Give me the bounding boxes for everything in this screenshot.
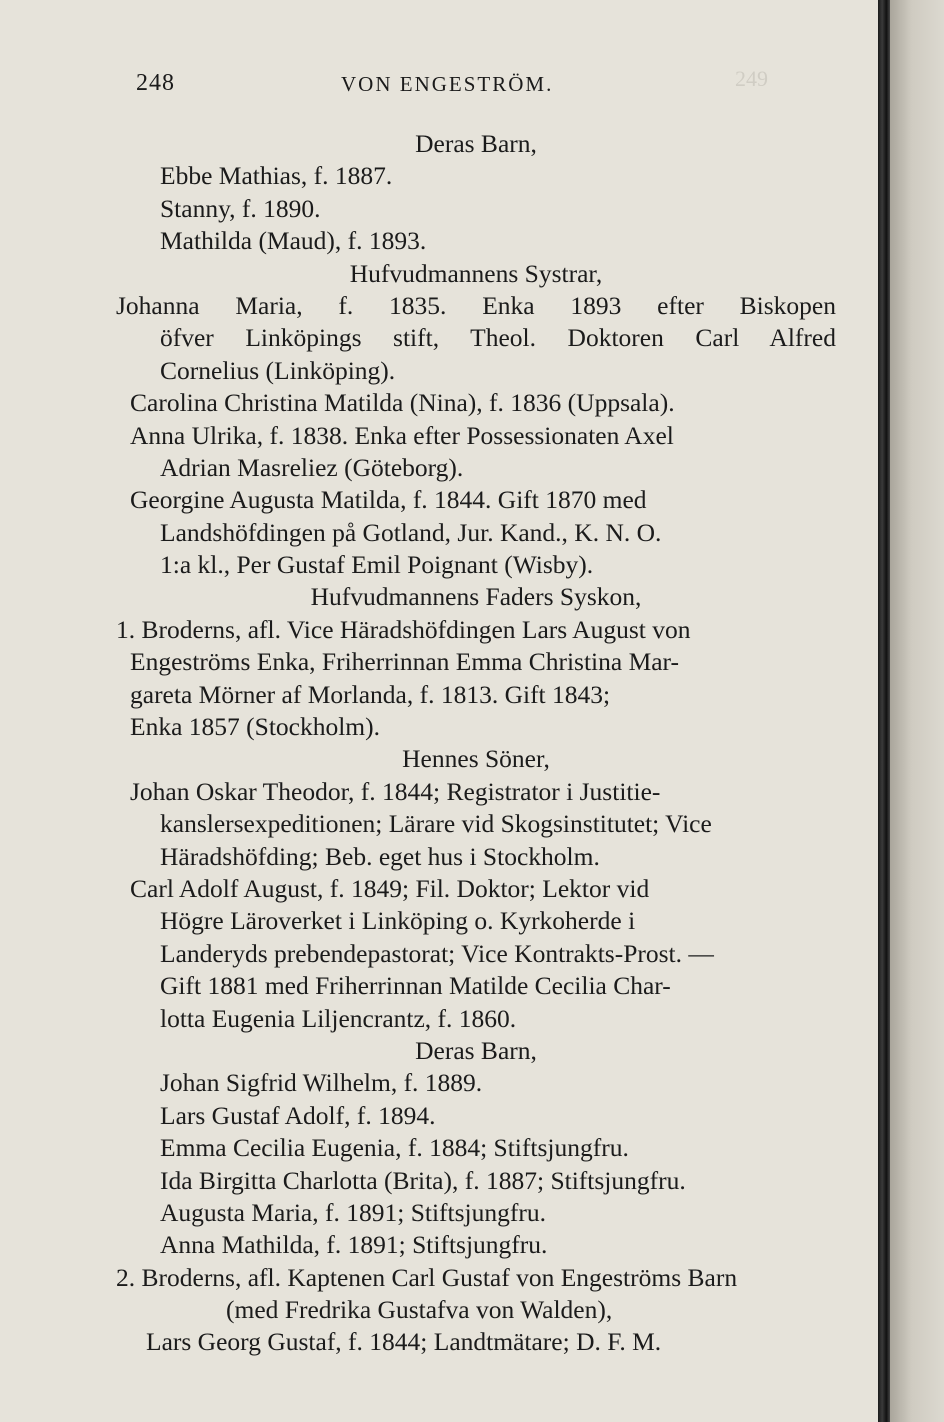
entry-line: Mathilda (Maud), f. 1893. xyxy=(160,226,427,256)
entry-line: Georgine Augusta Matilda, f. 1844. Gift 1870 med xyxy=(130,485,647,515)
entry-line: 1:a kl., Per Gustaf Emil Poignant (Wisby). xyxy=(160,550,594,580)
entry-line: Anna Mathilda, f. 1891; Stiftsjungfru. xyxy=(160,1230,548,1260)
page-number: 248 xyxy=(136,70,175,96)
entry-line: Emma Cecilia Eugenia, f. 1884; Stiftsjungfru. xyxy=(160,1133,629,1163)
entry-line: Cornelius (Linköping). xyxy=(160,355,396,385)
entry-line: Häradshöfding; Beb. eget hus i Stockholm. xyxy=(160,841,600,871)
entry-line: kanslersexpeditionen; Lärare vid Skogsinstitutet; Vice xyxy=(160,809,712,839)
entry-line: Lars Georg Gustaf, f. 1844; Landtmätare; D. F. M. xyxy=(146,1327,662,1357)
page-edge xyxy=(890,0,944,1422)
page-body xyxy=(116,128,836,1359)
entry-line: Högre Läroverket i Linköping o. Kyrkoherde i xyxy=(160,906,636,936)
entry-line: Stanny, f. 1890. xyxy=(160,193,321,223)
bleed-through-page-number: 249 xyxy=(735,66,768,91)
entry-line: Landshöfdingen på Gotland, Jur. Kand., K. N. O. xyxy=(160,517,662,547)
book-spine-shadow xyxy=(878,0,890,1422)
entry-line: Carl Adolf August, f. 1849; Fil. Doktor; Lektor vid xyxy=(130,873,650,903)
entry-line: Johanna Maria, f. 1835. Enka 1893 efter Biskopen xyxy=(116,290,836,320)
entry-line: 1. Broderns, afl. Vice Häradshöfdingen Lars August von xyxy=(116,614,691,644)
entry-line: Ebbe Mathias, f. 1887. xyxy=(160,161,393,191)
entry-line: 2. Broderns, afl. Kaptenen Carl Gustaf von Engeströms Barn xyxy=(116,1262,738,1292)
subheading-children: Deras Barn, xyxy=(415,129,537,158)
entry-line: Johan Sigfrid Wilhelm, f. 1889. xyxy=(160,1068,483,1098)
entry-line: gareta Mörner af Morlanda, f. 1813. Gift 1843; xyxy=(130,679,611,709)
subheading-children-2: Deras Barn, xyxy=(415,1035,537,1065)
entry-line: Augusta Maria, f. 1891; Stiftsjungfru. xyxy=(160,1197,546,1227)
entry-line: (med Fredrika Gustafva von Walden), xyxy=(226,1295,613,1325)
entry-line: öfver Linköpings stift, Theol. Doktoren Carl Alfred xyxy=(160,323,836,353)
running-title: VON ENGESTRÖM. xyxy=(341,72,554,96)
subheading-sons: Hennes Söner, xyxy=(402,744,550,774)
page-header xyxy=(136,70,836,104)
entry-line: Landeryds prebendepastorat; Vice Kontrakts-Prost. — xyxy=(160,938,714,968)
subheading-sisters: Hufvudmannens Systrar, xyxy=(349,258,603,288)
entry-line: Johan Oskar Theodor, f. 1844; Registrator i Justitie- xyxy=(130,776,661,806)
entry-line: Enka 1857 (Stockholm). xyxy=(130,712,381,742)
entry-line: lotta Eugenia Liljencrantz, f. 1860. xyxy=(160,1003,517,1033)
entry-line: Lars Gustaf Adolf, f. 1894. xyxy=(160,1100,436,1130)
entry-line: Anna Ulrika, f. 1838. Enka efter Possessionaten Axel xyxy=(130,420,674,450)
subheading-father-siblings: Hufvudmannens Faders Syskon, xyxy=(310,582,642,612)
entry-line: Adrian Masreliez (Göteborg). xyxy=(160,452,464,482)
entry-line: Engeströms Enka, Friherrinnan Emma Christina Mar- xyxy=(130,647,680,677)
entry-line: Carolina Christina Matilda (Nina), f. 1836 (Uppsala). xyxy=(130,388,675,418)
entry-line: Gift 1881 med Friherrinnan Matilde Cecilia Char- xyxy=(160,971,671,1001)
entry-line: Ida Birgitta Charlotta (Brita), f. 1887; Stiftsjungfru. xyxy=(160,1165,686,1195)
